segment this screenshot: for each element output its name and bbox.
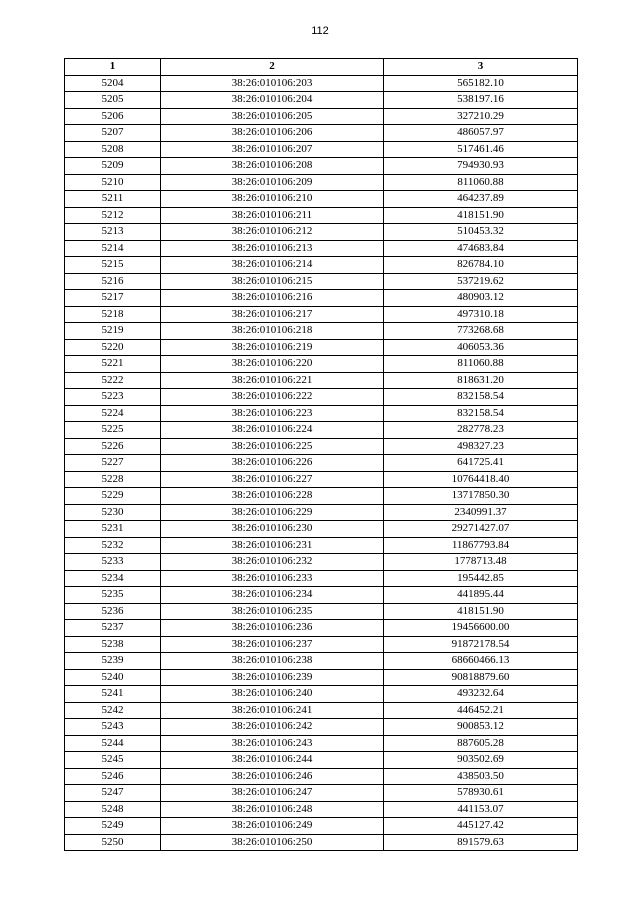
- table-row: [65, 719, 578, 736]
- cadastral-number-cell: 38:26:010106:212: [161, 224, 384, 241]
- table-row: [65, 521, 578, 538]
- value-cell: 538197.16: [384, 92, 578, 109]
- table-row: [65, 801, 578, 818]
- value-cell: 2340991.37: [384, 504, 578, 521]
- value-cell: 29271427.07: [384, 521, 578, 538]
- table-row: [65, 158, 578, 175]
- value-cell: 794930.93: [384, 158, 578, 175]
- cadastral-number-cell: 38:26:010106:226: [161, 455, 384, 472]
- cadastral-number-cell: 38:26:010106:232: [161, 554, 384, 571]
- row-number-cell: 5208: [65, 141, 161, 158]
- cadastral-number-cell: 38:26:010106:248: [161, 801, 384, 818]
- row-number-cell: 5239: [65, 653, 161, 670]
- cadastral-number-cell: 38:26:010106:217: [161, 306, 384, 323]
- table-row: [65, 356, 578, 373]
- cadastral-number-cell: 38:26:010106:220: [161, 356, 384, 373]
- cadastral-number-cell: 38:26:010106:216: [161, 290, 384, 307]
- row-number-cell: 5249: [65, 818, 161, 835]
- cadastral-number-cell: 38:26:010106:235: [161, 603, 384, 620]
- cadastral-number-cell: 38:26:010106:242: [161, 719, 384, 736]
- value-cell: 438503.50: [384, 768, 578, 785]
- table-row: [65, 818, 578, 835]
- value-cell: 832158.54: [384, 389, 578, 406]
- row-number-cell: 5230: [65, 504, 161, 521]
- value-cell: 565182.10: [384, 75, 578, 92]
- row-number-cell: 5236: [65, 603, 161, 620]
- row-number-cell: 5237: [65, 620, 161, 637]
- table-row: [65, 603, 578, 620]
- cadastral-number-cell: 38:26:010106:239: [161, 669, 384, 686]
- row-number-cell: 5242: [65, 702, 161, 719]
- table-row: [65, 636, 578, 653]
- table-row: [65, 504, 578, 521]
- row-number-cell: 5231: [65, 521, 161, 538]
- table-row: [65, 323, 578, 340]
- row-number-cell: 5217: [65, 290, 161, 307]
- cadastral-number-cell: 38:26:010106:221: [161, 372, 384, 389]
- cadastral-number-cell: 38:26:010106:234: [161, 587, 384, 604]
- row-number-cell: 5248: [65, 801, 161, 818]
- page-number: 112: [311, 25, 329, 37]
- value-cell: 11867793.84: [384, 537, 578, 554]
- value-cell: 91872178.54: [384, 636, 578, 653]
- value-cell: 406053.36: [384, 339, 578, 356]
- table-row: [65, 834, 578, 851]
- row-number-cell: 5246: [65, 768, 161, 785]
- row-number-cell: 5216: [65, 273, 161, 290]
- cadastral-number-cell: 38:26:010106:206: [161, 125, 384, 142]
- row-number-cell: 5219: [65, 323, 161, 340]
- value-cell: 195442.85: [384, 570, 578, 587]
- row-number-cell: 5241: [65, 686, 161, 703]
- row-number-cell: 5210: [65, 174, 161, 191]
- value-cell: 68660466.13: [384, 653, 578, 670]
- value-cell: 900853.12: [384, 719, 578, 736]
- value-cell: 282778.23: [384, 422, 578, 439]
- row-number-cell: 5232: [65, 537, 161, 554]
- cadastral-number-cell: 38:26:010106:241: [161, 702, 384, 719]
- table-row: [65, 141, 578, 158]
- value-cell: 510453.32: [384, 224, 578, 241]
- cadastral-number-cell: 38:26:010106:203: [161, 75, 384, 92]
- row-number-cell: 5220: [65, 339, 161, 356]
- cadastral-number-cell: 38:26:010106:240: [161, 686, 384, 703]
- cadastral-number-cell: 38:26:010106:238: [161, 653, 384, 670]
- table-row: [65, 389, 578, 406]
- value-cell: 441895.44: [384, 587, 578, 604]
- table-row: [65, 702, 578, 719]
- table-row: [65, 290, 578, 307]
- table-row: [65, 240, 578, 257]
- value-cell: 90818879.60: [384, 669, 578, 686]
- table-row: [65, 191, 578, 208]
- cadastral-number-cell: 38:26:010106:229: [161, 504, 384, 521]
- table-row: [65, 785, 578, 802]
- table-row: [65, 455, 578, 472]
- row-number-cell: 5221: [65, 356, 161, 373]
- value-cell: 493232.64: [384, 686, 578, 703]
- row-number-cell: 5227: [65, 455, 161, 472]
- table-row: [65, 422, 578, 439]
- value-cell: 464237.89: [384, 191, 578, 208]
- row-number-cell: 5245: [65, 752, 161, 769]
- table-row: [65, 339, 578, 356]
- table-row: [65, 620, 578, 637]
- row-number-cell: 5212: [65, 207, 161, 224]
- value-cell: 773268.68: [384, 323, 578, 340]
- cadastral-number-cell: 38:26:010106:243: [161, 735, 384, 752]
- column-header-2: 2: [161, 59, 384, 76]
- cadastral-number-cell: 38:26:010106:231: [161, 537, 384, 554]
- value-cell: 418151.90: [384, 207, 578, 224]
- table-row: [65, 653, 578, 670]
- table-row: [65, 570, 578, 587]
- row-number-cell: 5206: [65, 108, 161, 125]
- table-row: [65, 257, 578, 274]
- row-number-cell: 5244: [65, 735, 161, 752]
- table-row: [65, 669, 578, 686]
- table-row: [65, 768, 578, 785]
- table-row: [65, 125, 578, 142]
- row-number-cell: 5228: [65, 471, 161, 488]
- cadastral-number-cell: 38:26:010106:249: [161, 818, 384, 835]
- row-number-cell: 5205: [65, 92, 161, 109]
- table-row: [65, 537, 578, 554]
- header-row: [65, 59, 578, 76]
- row-number-cell: 5211: [65, 191, 161, 208]
- table-row: [65, 752, 578, 769]
- cadastral-number-cell: 38:26:010106:215: [161, 273, 384, 290]
- row-number-cell: 5250: [65, 834, 161, 851]
- value-cell: 903502.69: [384, 752, 578, 769]
- table-row: [65, 488, 578, 505]
- value-cell: 498327.23: [384, 438, 578, 455]
- table-row: [65, 108, 578, 125]
- value-cell: 811060.88: [384, 356, 578, 373]
- value-cell: 418151.90: [384, 603, 578, 620]
- cadastral-number-cell: 38:26:010106:207: [161, 141, 384, 158]
- cadastral-number-cell: 38:26:010106:209: [161, 174, 384, 191]
- row-number-cell: 5226: [65, 438, 161, 455]
- value-cell: 826784.10: [384, 257, 578, 274]
- cadastral-number-cell: 38:26:010106:213: [161, 240, 384, 257]
- cadastral-number-cell: 38:26:010106:218: [161, 323, 384, 340]
- cadastral-number-cell: 38:26:010106:227: [161, 471, 384, 488]
- table-row: [65, 471, 578, 488]
- table-header: [65, 59, 578, 76]
- column-header-3: 3: [384, 59, 578, 76]
- row-number-cell: 5247: [65, 785, 161, 802]
- cadastral-number-cell: 38:26:010106:225: [161, 438, 384, 455]
- cadastral-number-cell: 38:26:010106:223: [161, 405, 384, 422]
- value-cell: 19456600.00: [384, 620, 578, 637]
- row-number-cell: 5204: [65, 75, 161, 92]
- row-number-cell: 5213: [65, 224, 161, 241]
- row-number-cell: 5218: [65, 306, 161, 323]
- cadastral-number-cell: 38:26:010106:233: [161, 570, 384, 587]
- row-number-cell: 5238: [65, 636, 161, 653]
- value-cell: 887605.28: [384, 735, 578, 752]
- cadastral-number-cell: 38:26:010106:230: [161, 521, 384, 538]
- value-cell: 441153.07: [384, 801, 578, 818]
- value-cell: 537219.62: [384, 273, 578, 290]
- row-number-cell: 5233: [65, 554, 161, 571]
- row-number-cell: 5235: [65, 587, 161, 604]
- table-row: [65, 735, 578, 752]
- cadastral-number-cell: 38:26:010106:224: [161, 422, 384, 439]
- table-row: [65, 306, 578, 323]
- cadastral-number-cell: 38:26:010106:250: [161, 834, 384, 851]
- row-number-cell: 5222: [65, 372, 161, 389]
- table-row: [65, 224, 578, 241]
- value-cell: 497310.18: [384, 306, 578, 323]
- cadastral-number-cell: 38:26:010106:236: [161, 620, 384, 637]
- value-cell: 641725.41: [384, 455, 578, 472]
- table-row: [65, 372, 578, 389]
- value-cell: 13717850.30: [384, 488, 578, 505]
- table-row: [65, 273, 578, 290]
- value-cell: 818631.20: [384, 372, 578, 389]
- row-number-cell: 5243: [65, 719, 161, 736]
- table-row: [65, 207, 578, 224]
- column-header-1: 1: [65, 59, 161, 76]
- table-row: [65, 587, 578, 604]
- value-cell: 832158.54: [384, 405, 578, 422]
- value-cell: 1778713.48: [384, 554, 578, 571]
- row-number-cell: 5224: [65, 405, 161, 422]
- table-row: [65, 438, 578, 455]
- table-row: [65, 405, 578, 422]
- value-cell: 891579.63: [384, 834, 578, 851]
- cadastral-number-cell: 38:26:010106:219: [161, 339, 384, 356]
- value-cell: 486057.97: [384, 125, 578, 142]
- cadastral-number-cell: 38:26:010106:211: [161, 207, 384, 224]
- cadastral-number-cell: 38:26:010106:222: [161, 389, 384, 406]
- table-row: [65, 92, 578, 109]
- row-number-cell: 5229: [65, 488, 161, 505]
- value-cell: 517461.46: [384, 141, 578, 158]
- cadastral-number-cell: 38:26:010106:208: [161, 158, 384, 175]
- cadastral-number-cell: 38:26:010106:246: [161, 768, 384, 785]
- cadastral-number-cell: 38:26:010106:247: [161, 785, 384, 802]
- value-cell: 445127.42: [384, 818, 578, 835]
- value-cell: 811060.88: [384, 174, 578, 191]
- table-body: [65, 75, 578, 851]
- value-cell: 327210.29: [384, 108, 578, 125]
- value-cell: 474683.84: [384, 240, 578, 257]
- cadastral-number-cell: 38:26:010106:210: [161, 191, 384, 208]
- value-cell: 446452.21: [384, 702, 578, 719]
- table-row: [65, 174, 578, 191]
- row-number-cell: 5214: [65, 240, 161, 257]
- row-number-cell: 5215: [65, 257, 161, 274]
- row-number-cell: 5225: [65, 422, 161, 439]
- cadastral-number-cell: 38:26:010106:214: [161, 257, 384, 274]
- cadastral-number-cell: 38:26:010106:228: [161, 488, 384, 505]
- row-number-cell: 5209: [65, 158, 161, 175]
- value-cell: 480903.12: [384, 290, 578, 307]
- table-row: [65, 75, 578, 92]
- row-number-cell: 5240: [65, 669, 161, 686]
- value-cell: 10764418.40: [384, 471, 578, 488]
- row-number-cell: 5223: [65, 389, 161, 406]
- cadastral-number-cell: 38:26:010106:204: [161, 92, 384, 109]
- table-row: [65, 686, 578, 703]
- value-cell: 578930.61: [384, 785, 578, 802]
- row-number-cell: 5207: [65, 125, 161, 142]
- cadastral-number-cell: 38:26:010106:244: [161, 752, 384, 769]
- cadastral-number-cell: 38:26:010106:205: [161, 108, 384, 125]
- data-table: [64, 58, 578, 851]
- cadastral-number-cell: 38:26:010106:237: [161, 636, 384, 653]
- table-row: [65, 554, 578, 571]
- row-number-cell: 5234: [65, 570, 161, 587]
